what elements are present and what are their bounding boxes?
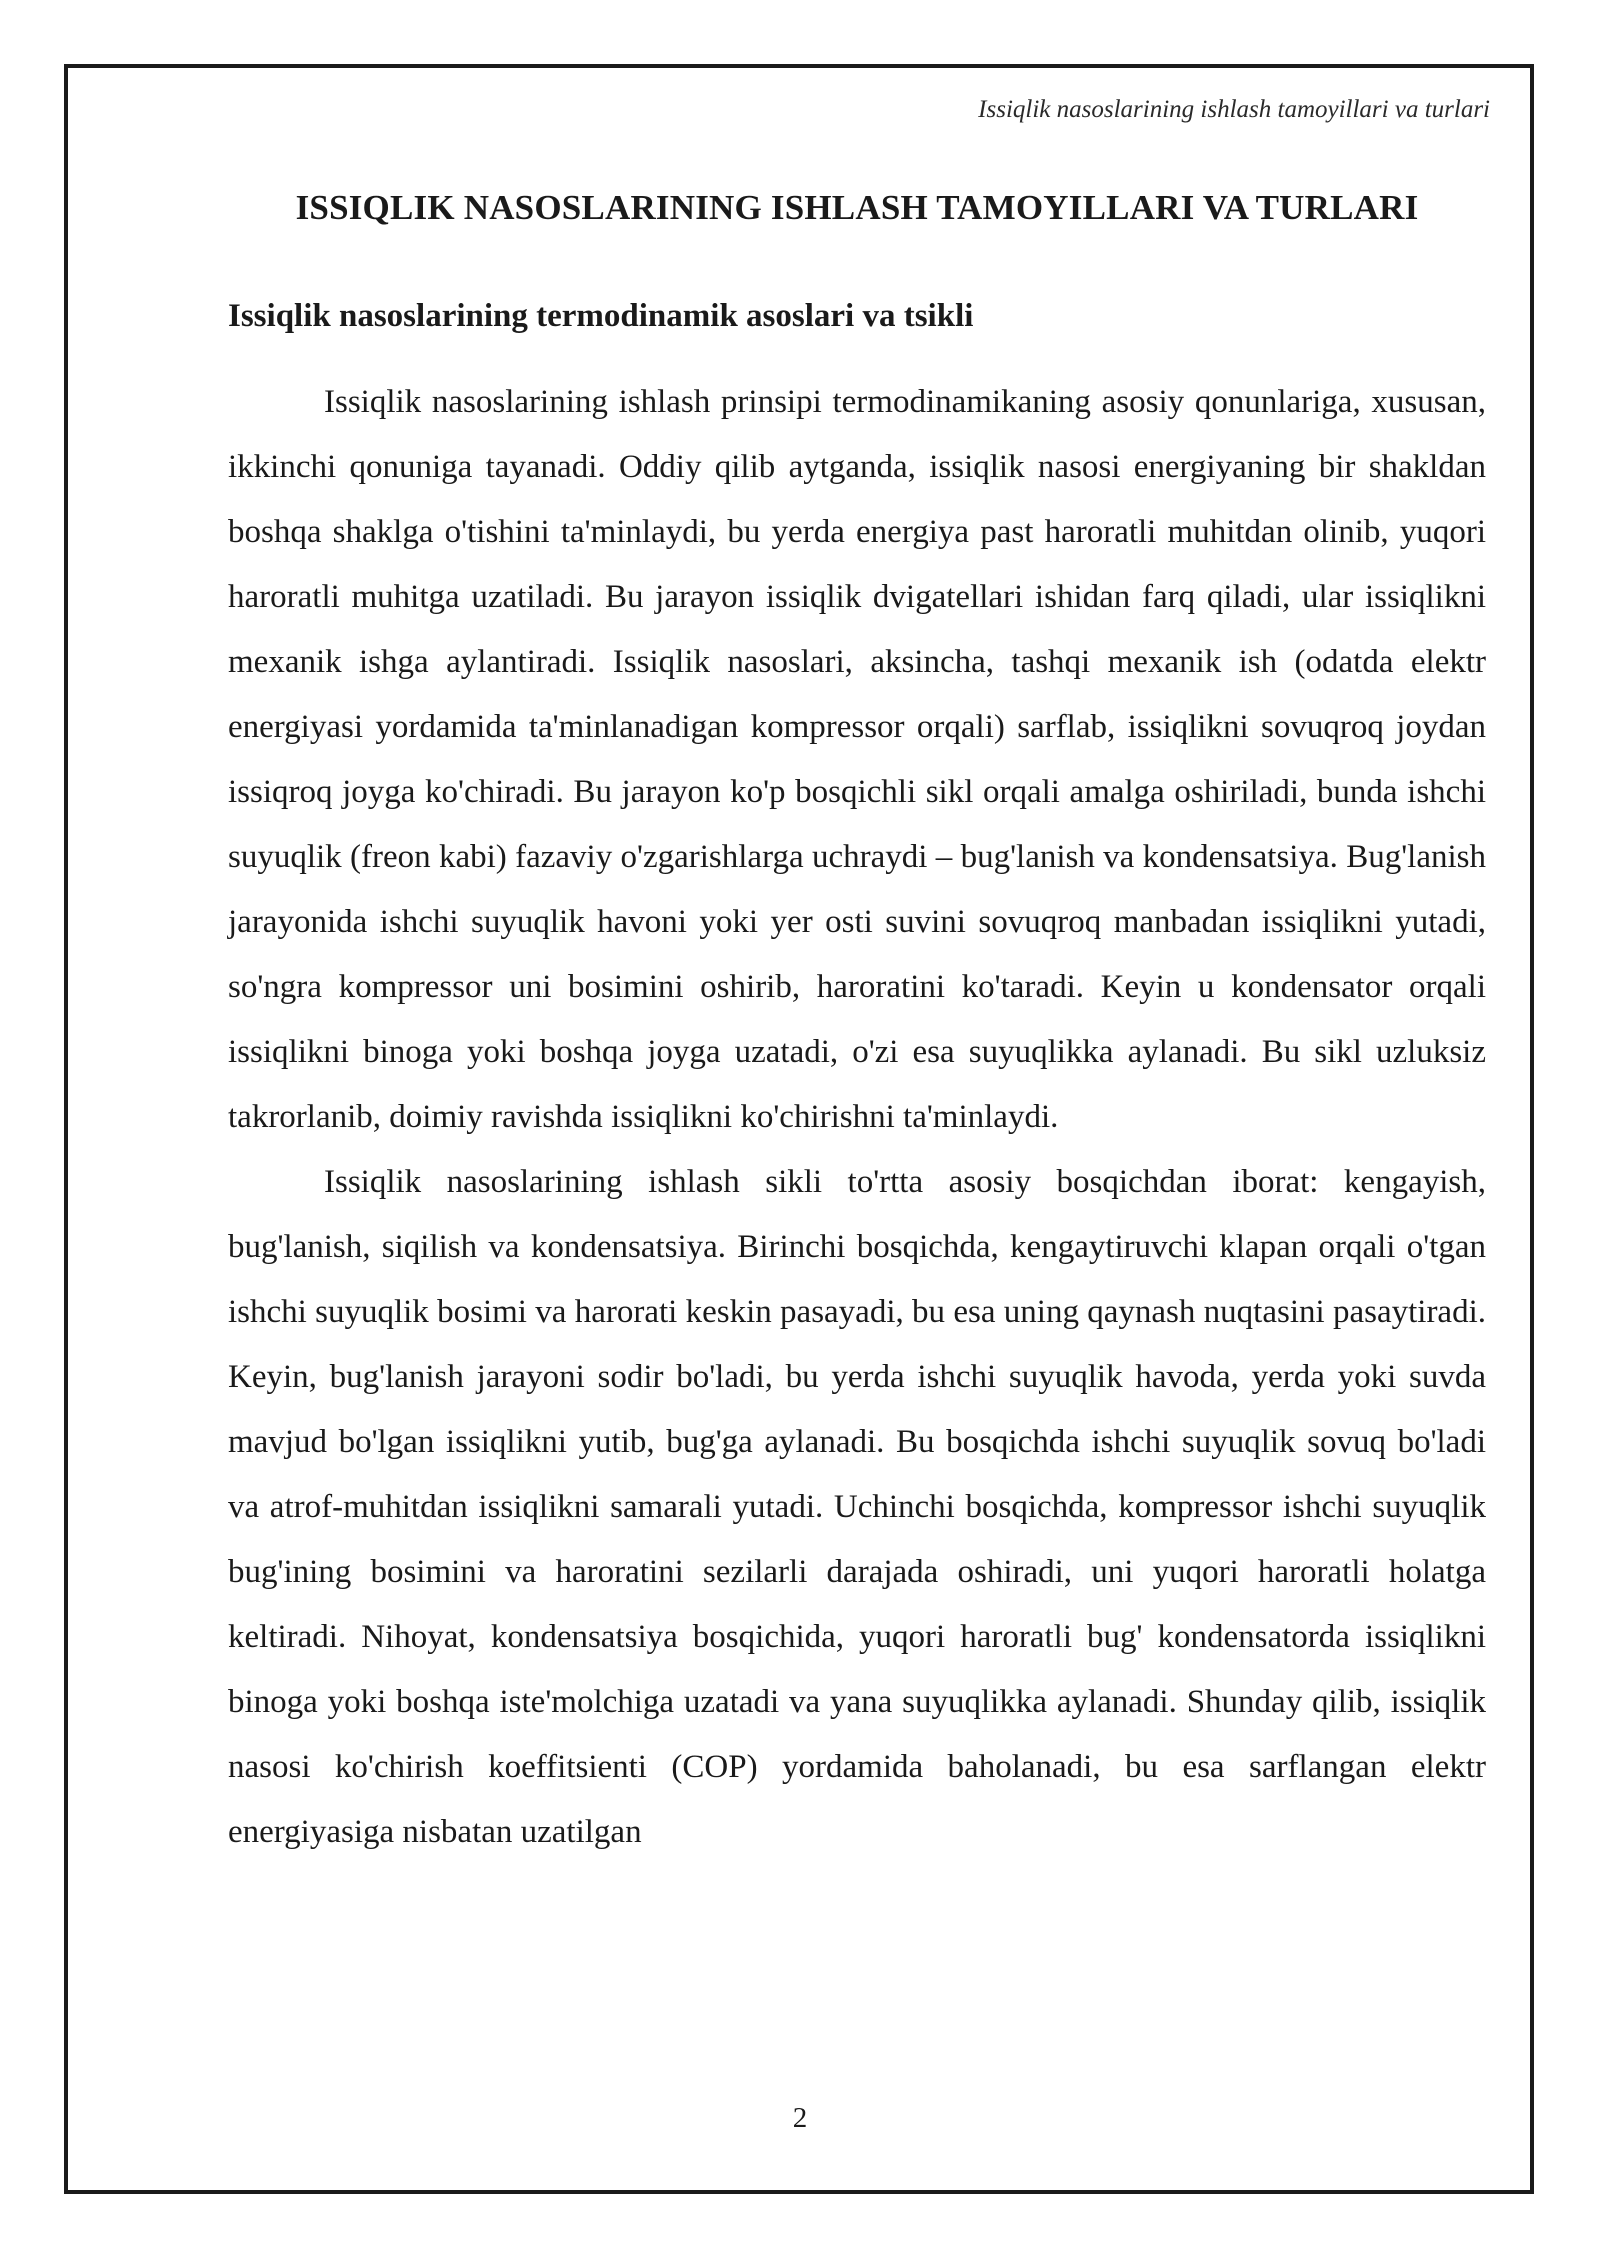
document-title: ISSIQLIK NASOSLARINING ISHLASH TAMOYILLARI VA TURLARI — [295, 188, 1419, 227]
paragraph: Issiqlik nasoslarining ishlash sikli to'rtta asosiy bosqichdan iborat: kengayish, bug'lanish, siqilish va kondensatsiya. Birinchi bosqichda, kengaytiruvchi klapan orqali o'tgan ishchi suyuqlik bosimi va harorati keskin pasayadi, bu esa uning qaynash nuqtasini pasaytiradi. Keyin, bug'lanish jarayoni sodir bo'ladi, bu yerda ishchi suyuqlik havoda, yerda yoki suvda mavjud bo'lgan issiqlikni yutib, bug'ga aylanadi. Bu bosqichda ishchi suyuqlik sovuq bo'ladi va atrof-muhitdan issiqlikni samarali yutadi. Uchinchi bosqichda, kompressor ishchi suyuqlik bug'ining bosimini va haroratini sezilarli darajada oshiradi, uni yuqori haroratli holatga keltiradi. Nihoyat, kondensatsiya bosqichida, yuqori haroratli bug' kondensatorda issiqlikni binoga yoki boshqa iste'molchiga uzatadi va yana suyuqlikka aylanadi. Shunday qilib, issiqlik nasosi ko'chirish koeffitsienti (COP) yordamida baholanadi, bu esa sarflangan elektr energiyasiga nisbatan uzatilgan — [228, 1164, 1486, 1850]
paragraph: Issiqlik nasoslarining ishlash prinsipi termodinamikaning asosiy qonunlariga, xususan, ikkinchi qonuniga tayanadi. Oddiy qilib aytganda, issiqlik nasosi energiyaning bir shakldan boshqa shaklga o'tishini ta'minlaydi, bu yerda energiya past haroratli muhitdan olinib, yuqori haroratli muhitga uzatiladi. Bu jarayon issiqlik dvigatellari ishidan farq qiladi, ular issiqlikni mexanik ishga aylantiradi. Issiqlik nasoslari, aksincha, tashqi mexanik ish (odatda elektr energiyasi yordamida ta'minlanadigan kompressor orqali) sarflab, issiqlikni sovuqroq joydan issiqroq joyga ko'chiradi. Bu jarayon ko'p bosqichli sikl orqali amalga oshiriladi, bunda ishchi suyuqlik (freon kabi) fazaviy o'zgarishlarga uchraydi – bug'lanish va kondensatsiya. Bug'lanish jarayonida ishchi suyuqlik havoni yoki yer osti suvini sovuqroq manbadan issiqlikni yutadi, so'ngra kompressor uni bosimini oshirib, haroratini ko'taradi. Keyin u kondensator orqali issiqlikni binoga yoki boshqa joyga uzatadi, o'zi esa suyuqlikka aylanadi. Bu sikl uzluksiz takrorlanib, doimiy ravishda issiqlikni ko'chirishni ta'minlaydi. — [228, 384, 1486, 1135]
section-heading: Issiqlik nasoslarining termodinamik asoslari va tsikli — [228, 298, 974, 334]
body-text — [228, 370, 1486, 1865]
running-header: Issiqlik nasoslarining ishlash tamoyillari va turlari — [978, 96, 1490, 123]
page-number: 2 — [792, 2102, 808, 2134]
